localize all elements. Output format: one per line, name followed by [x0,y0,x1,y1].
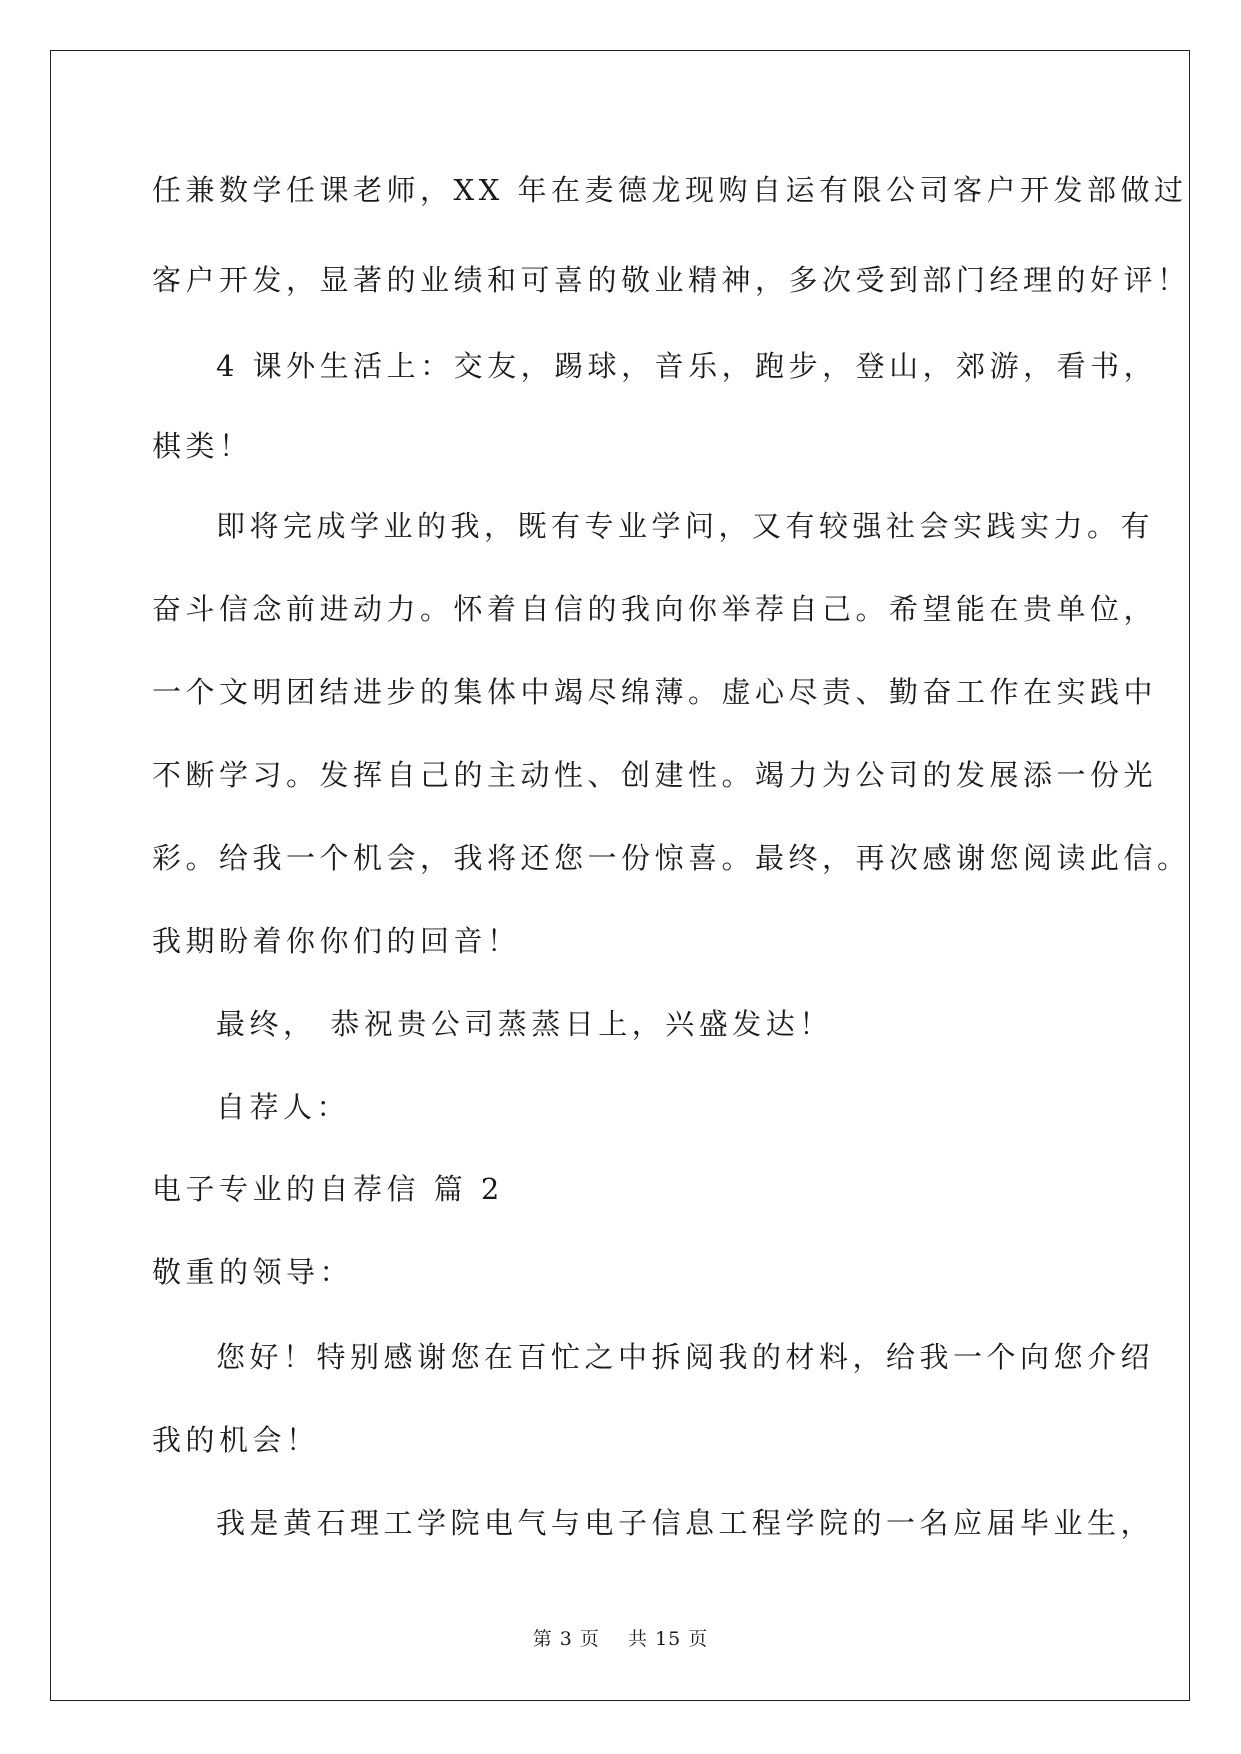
body-line: 棋类！ [152,429,253,463]
body-line: 最终， 恭祝贵公司蒸蒸日上，兴盛发达！ [216,1007,833,1041]
body-line: 4 课外生活上：交友，踢球，音乐，跑步，登山，郊游，看书， [216,349,1158,383]
page-number: 第 3 页 共 15 页 [532,1628,709,1650]
section-heading: 电子专业的自荐信 篇 2 [152,1172,504,1206]
body-line: 我的机会！ [152,1423,320,1457]
body-line: 一个文明团结进步的集体中竭尽绵薄。虚心尽责、勤奋工作在实践中 [152,675,1158,709]
body-line: 不断学习。发挥自己的主动性、创建性。竭力为公司的发展添一份光 [152,758,1158,792]
salutation: 敬重的领导： [152,1255,354,1289]
body-line: 奋斗信念前进动力。怀着自信的我向你举荐自己。希望能在贵单位， [152,592,1158,626]
body-line: 任兼数学任课老师，XX 年在麦德龙现购自运有限公司客户开发部做过 [152,173,1188,207]
signature-label: 自荐人： [216,1090,351,1124]
body-line: 彩。给我一个机会，我将还您一份惊喜。最终，再次感谢您阅读此信。 [152,841,1191,875]
body-line: 我期盼着你你们的回音！ [152,924,521,958]
body-line: 即将完成学业的我，既有专业学问，又有较强社会实践实力。有 [216,509,1155,543]
body-line: 客户开发，显著的业绩和可喜的敬业精神，多次受到部门经理的好评！ [152,263,1191,297]
body-line: 我是黄石理工学院电气与电子信息工程学院的一名应届毕业生， [216,1506,1155,1540]
body-line: 您好！特别感谢您在百忙之中拆阅我的材料，给我一个向您介绍 [216,1340,1155,1374]
